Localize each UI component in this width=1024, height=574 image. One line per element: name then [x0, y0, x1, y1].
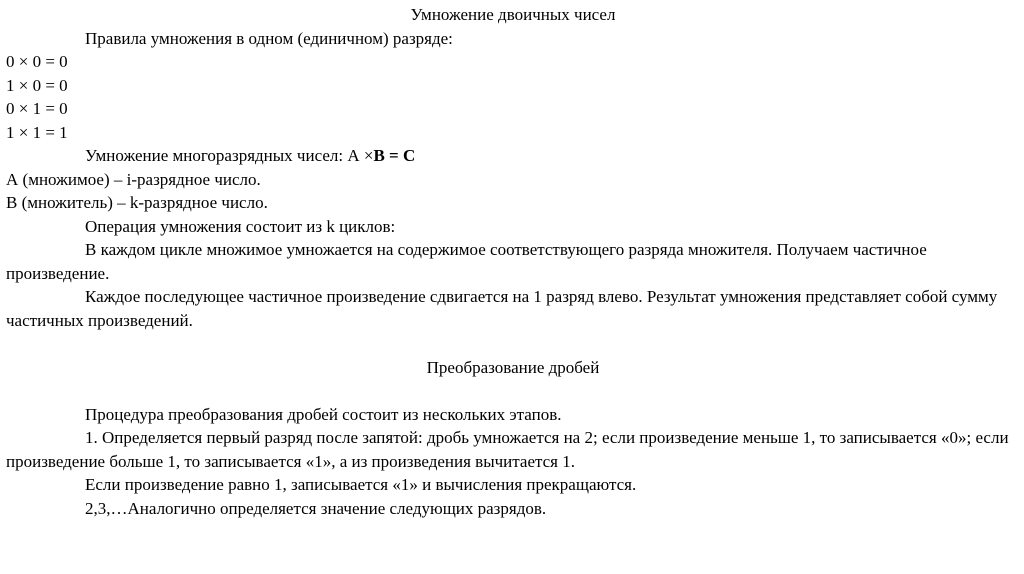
- a-description: А (множимое) – i-разрядное число.: [6, 169, 261, 189]
- fractions-step1-end: Если произведение равно 1, записывается «1» и вычисления прекращаются.: [85, 475, 637, 494]
- shift-step-paragraph: Каждое последующее частичное произведение сдвигается на 1 разряд влево. Результат умножения представляет собой сумму частичных произведений.: [6, 287, 998, 330]
- rule-line: 0 × 0 = 0: [6, 52, 68, 71]
- rule-line: 1 × 1 = 1: [6, 122, 68, 142]
- multiplication-title: Умножение двоичных чисел: [410, 5, 616, 24]
- multidigit-heading: [6, 144, 1020, 168]
- fractions-title: Преобразование дробей: [426, 357, 600, 377]
- rules-heading: Правила умножения в одном (единичном) разряде:: [85, 28, 453, 48]
- fractions-step-rest: 2,3,…Аналогично определяется значение следующих разрядов.: [85, 498, 547, 518]
- rule-line: 1 × 0 = 0: [6, 75, 68, 95]
- b-description: В (множитель) – k-разрядное число.: [6, 193, 268, 212]
- cycle-step-paragraph: В каждом цикле множимое умножается на содержимое соответствующего разряда множителя. Получаем частичное произведение.: [6, 240, 927, 283]
- spacer: [6, 332, 1020, 356]
- multidigit-formula: В = С: [373, 146, 416, 165]
- spacer: [6, 379, 1020, 403]
- multidigit-prefix: Умножение многоразрядных чисел: А ×: [85, 146, 374, 165]
- rule-line: 0 × 1 = 0: [6, 99, 68, 118]
- fractions-step1-paragraph: 1. Определяется первый разряд после запятой: дробь умножается на 2; если произведение меньше 1, то записывается «0»; если произведение больше 1, то записывается «1», а из произведения вычитается 1.: [6, 428, 1009, 471]
- fractions-intro: Процедура преобразования дробей состоит из нескольких этапов.: [85, 404, 562, 424]
- cycles-line: Операция умножения состоит из k циклов:: [85, 216, 396, 236]
